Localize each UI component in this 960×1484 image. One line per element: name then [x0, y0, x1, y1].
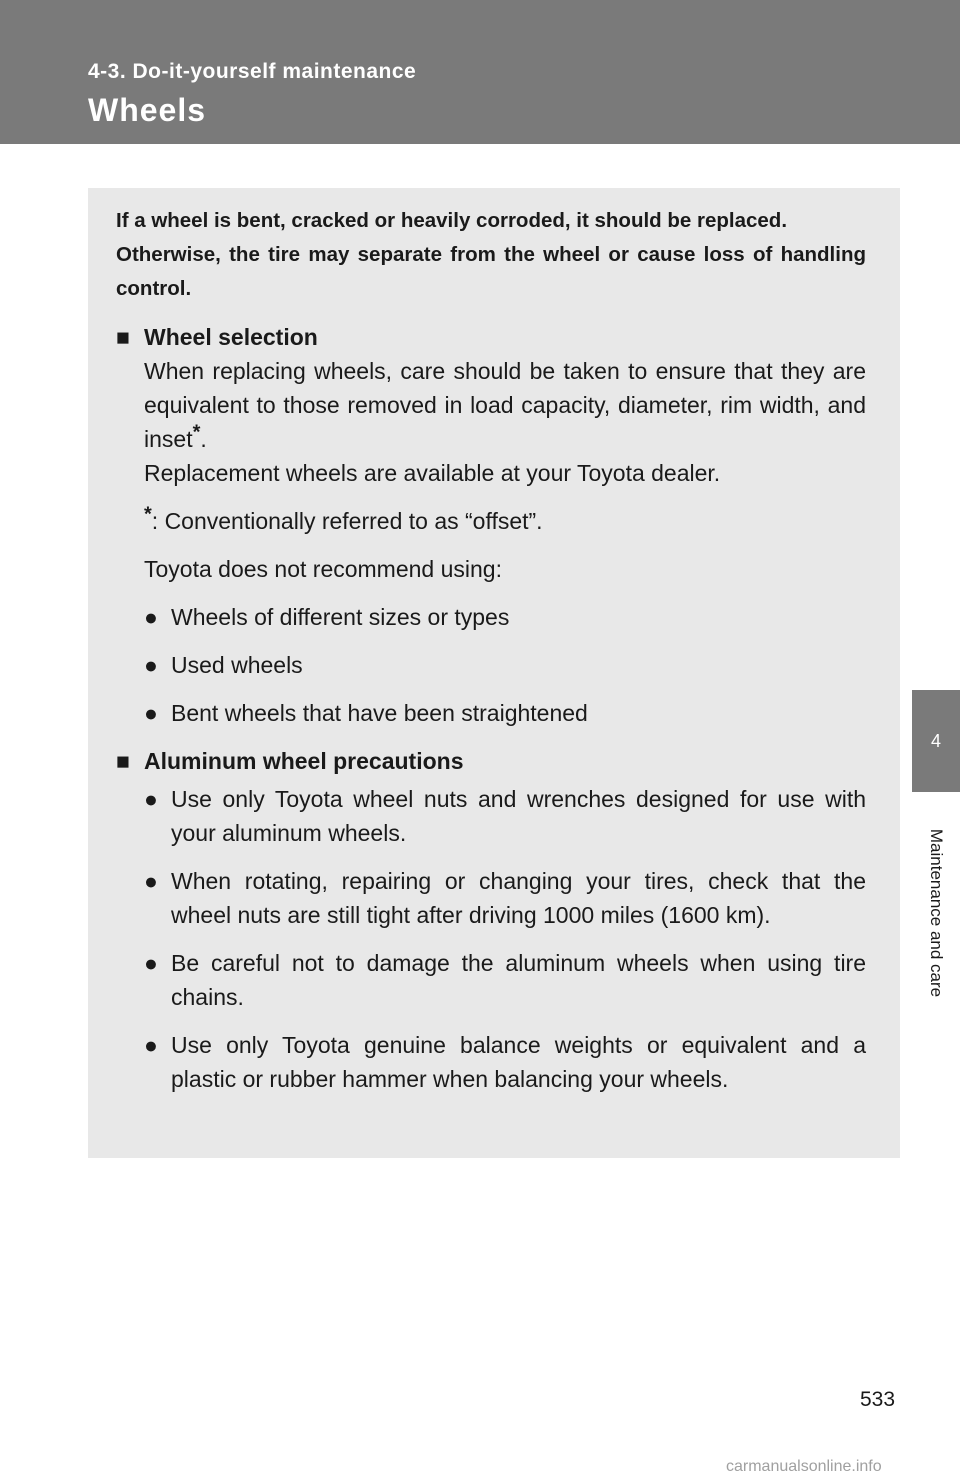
intro-line: Otherwise, the tire may separate from the wheel or cause loss of handling control.	[116, 243, 866, 300]
page-number: 533	[860, 1388, 896, 1411]
square-bullet-icon: ■	[116, 324, 130, 350]
content-box	[88, 188, 900, 1158]
chapter-side-label	[918, 800, 954, 1026]
bullet-icon: ●	[144, 604, 158, 630]
bullet-icon: ●	[144, 700, 158, 726]
intro-paragraph	[116, 204, 866, 306]
chapter-label: Maintenance and care	[927, 828, 947, 998]
list-item	[144, 1028, 866, 1096]
chapter-number: 4	[930, 730, 941, 751]
list-item-text: Use only Toyota wheel nuts and wrenches designed for use with your aluminum wheels.	[171, 786, 866, 846]
list-item	[144, 648, 866, 682]
list-item	[144, 864, 866, 932]
heading-text: Wheel selection	[144, 324, 318, 350]
chapter-tab	[912, 690, 960, 792]
header-bar	[0, 0, 960, 144]
list-item	[144, 946, 866, 1014]
bullet-icon: ●	[144, 950, 158, 976]
bullet-icon: ●	[144, 786, 158, 812]
square-bullet-icon: ■	[116, 748, 130, 774]
recommend-lead: Toyota does not recommend using:	[144, 556, 502, 582]
footnote-text: : Conventionally referred to as “offset”.	[151, 508, 543, 534]
list-item	[144, 782, 866, 850]
bullet-icon: ●	[144, 652, 158, 678]
intro-line: If a wheel is bent, cracked or heavily corroded, it should be replaced.	[116, 209, 788, 232]
asterisk-mark: *	[144, 503, 152, 526]
wheel-selection-heading	[116, 320, 866, 354]
dealer-text: Replacement wheels are available at your Toyota dealer.	[144, 460, 721, 486]
aluminum-heading	[116, 744, 866, 778]
list-item	[144, 600, 866, 634]
footnote	[144, 504, 866, 538]
heading-text: Aluminum wheel precautions	[144, 748, 464, 774]
list-item	[144, 696, 866, 730]
page-title: Wheels	[88, 92, 207, 128]
watermark: carmanualsonline.info	[726, 1458, 882, 1475]
list-item-text: Use only Toyota genuine balance weights or equivalent and a plastic or rubber hammer when balancing your wheels.	[171, 1032, 866, 1092]
list-item-text: Used wheels	[171, 652, 303, 678]
list-item-text: Be careful not to damage the aluminum wheels when using tire chains.	[171, 950, 866, 1010]
asterisk-mark: *	[192, 421, 201, 444]
bullet-icon: ●	[144, 1032, 158, 1058]
bullet-icon: ●	[144, 868, 158, 894]
list-item-text: When rotating, repairing or changing your tires, check that the wheel nuts are still tight after driving 1000 miles (1600 km).	[171, 868, 866, 928]
wheel-selection-paragraph	[144, 354, 866, 490]
paragraph-text: When replacing wheels, care should be taken to ensure that they are equivalent to those removed in load capacity, diameter, rim width, and inset	[144, 358, 866, 452]
period: .	[200, 426, 207, 452]
section-label: 4-3. Do-it-yourself maintenance	[88, 60, 417, 83]
list-item-text: Bent wheels that have been straightened	[171, 700, 588, 726]
list-item-text: Wheels of different sizes or types	[171, 604, 510, 630]
